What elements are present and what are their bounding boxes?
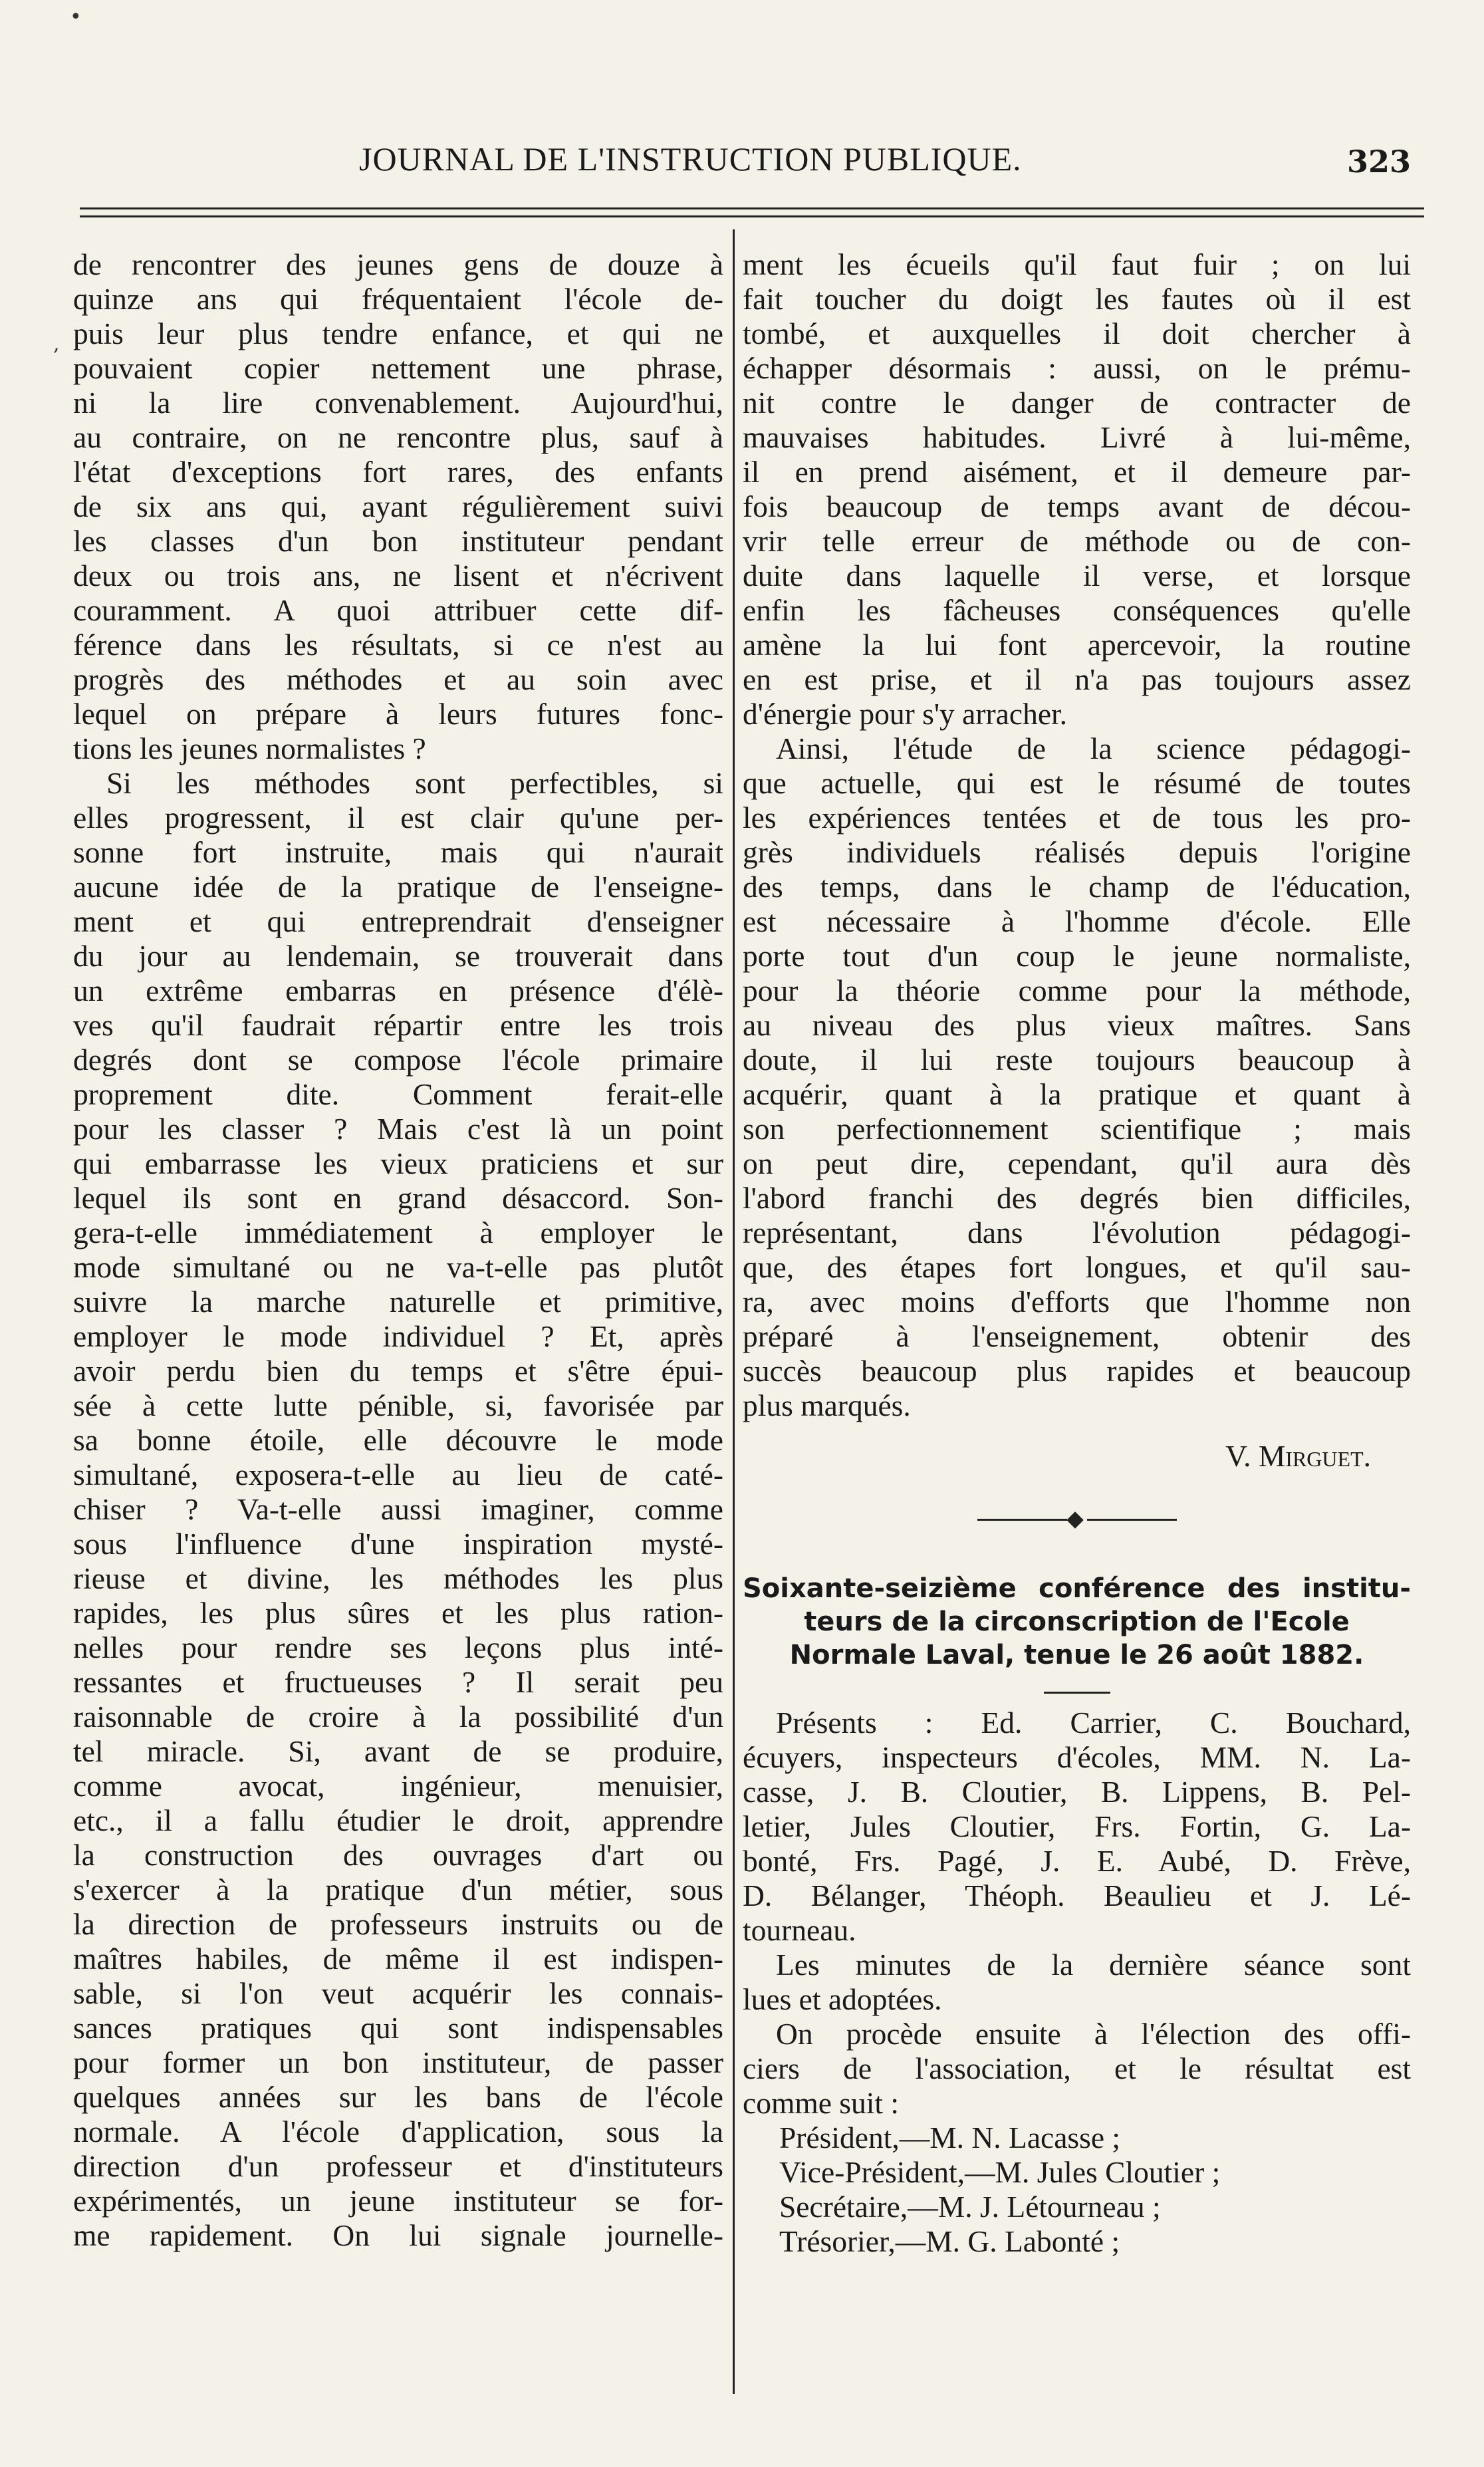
text-line: férence dans les résultats, si ce n'est au bbox=[73, 628, 723, 662]
text-line: mode simultané ou ne va-t-elle pas plutôt bbox=[73, 1250, 723, 1284]
text-line: doute, il lui reste toujours beaucoup à bbox=[743, 1043, 1411, 1077]
text-line: sous l'influence d'une inspiration mysté- bbox=[73, 1527, 723, 1561]
text-line: en est prise, et il n'a pas toujours assez bbox=[743, 662, 1411, 696]
text-line: ment les écueils qu'il faut fuir ; on lui bbox=[743, 247, 1411, 281]
text-line: des temps, dans le champ de l'éducation, bbox=[743, 870, 1411, 904]
text-line: du jour au lendemain, se trouverait dans bbox=[73, 939, 723, 973]
text-line: bonté, Frs. Pagé, J. E. Aubé, D. Frève, bbox=[743, 1844, 1411, 1878]
text-line: tel miracle. Si, avant de se produire, bbox=[73, 1734, 723, 1768]
text-line: ressantes et fructueuses ? Il serait peu bbox=[73, 1665, 723, 1699]
section-ornament bbox=[977, 1507, 1177, 1533]
text-line: que, des étapes fort longues, et qu'il sau- bbox=[743, 1250, 1411, 1284]
text-line: rapides, les plus sûres et les plus ration- bbox=[73, 1596, 723, 1630]
text-line: s'exercer à la pratique d'un métier, sous bbox=[73, 1873, 723, 1906]
text-line: avoir perdu bien du temps et s'être épui- bbox=[73, 1354, 723, 1388]
text-line: Les minutes de la dernière séance sont bbox=[776, 1948, 1411, 1982]
text-line: aucune idée de la pratique de l'enseigne- bbox=[73, 870, 723, 904]
officer-line: Vice-Président,—M. Jules Cloutier ; bbox=[779, 2155, 1221, 2189]
text-line: ra, avec moins d'efforts que l'homme non bbox=[743, 1285, 1411, 1319]
text-line: au niveau des plus vieux maîtres. Sans bbox=[743, 1008, 1411, 1042]
text-line: ni la lire convenablement. Aujourd'hui, bbox=[73, 386, 723, 420]
column-divider bbox=[733, 229, 735, 2394]
short-rule bbox=[1044, 1692, 1110, 1694]
text-line: la direction de professeurs instruits ou de bbox=[73, 1907, 723, 1941]
text-line: est nécessaire à l'homme d'école. Elle bbox=[743, 904, 1411, 938]
text-line: progrès des méthodes et au soin avec bbox=[73, 662, 723, 696]
print-speck: • bbox=[70, 5, 82, 29]
text-line: chiser ? Va-t-elle aussi imaginer, comme bbox=[73, 1492, 723, 1526]
text-line: on peut dire, cependant, qu'il aura dès bbox=[743, 1146, 1411, 1180]
text-line: lequel ils sont en grand désaccord. Son- bbox=[73, 1181, 723, 1215]
text-line: pour former un bon instituteur, de passer bbox=[73, 2045, 723, 2079]
author-signature: V. Mirguet. bbox=[1225, 1439, 1371, 1473]
officer-line: Président,—M. N. Lacasse ; bbox=[779, 2121, 1121, 2154]
text-line: letier, Jules Cloutier, Frs. Fortin, G. La- bbox=[743, 1809, 1411, 1843]
text-line: pour la théorie comme pour la méthode, bbox=[743, 974, 1411, 1007]
left-column bbox=[73, 247, 723, 2253]
text-line: enfin les fâcheuses conséquences qu'elle bbox=[743, 593, 1411, 627]
text-line: sances pratiques qui sont indispensables bbox=[73, 2011, 723, 2045]
conference-heading bbox=[743, 1572, 1411, 1672]
minutes-text bbox=[743, 1706, 1411, 2121]
heading-line: teurs de la circonscription de l'Ecole bbox=[804, 1607, 1350, 1637]
text-line: les expériences tentées et de tous les pro- bbox=[743, 801, 1411, 835]
text-line: raisonnable de croire à la possibilité d'un bbox=[73, 1700, 723, 1734]
text-line: puis leur plus tendre enfance, et qui ne bbox=[73, 317, 723, 350]
text-line: sonne fort instruite, mais qui n'aurait bbox=[73, 835, 723, 869]
text-line: Présents : Ed. Carrier, C. Bouchard, bbox=[776, 1706, 1411, 1740]
text-line: casse, J. B. Cloutier, B. Lippens, B. Pel- bbox=[743, 1775, 1411, 1809]
text-line: son perfectionnement scientifique ; mais bbox=[743, 1112, 1411, 1146]
text-line: normale. A l'école d'application, sous la bbox=[73, 2115, 723, 2148]
header-double-rule bbox=[80, 207, 1424, 217]
text-line: On procède ensuite à l'élection des offi- bbox=[776, 2017, 1411, 2051]
text-line: amène la lui font apercevoir, la routine bbox=[743, 628, 1411, 662]
text-line: sée à cette lutte pénible, si, favorisée par bbox=[73, 1388, 723, 1422]
text-line: un extrême embarras en présence d'élè- bbox=[73, 974, 723, 1007]
text-line: nelles pour rendre ses leçons plus inté- bbox=[73, 1630, 723, 1664]
text-line: d'énergie pour s'y arracher. bbox=[743, 697, 1068, 731]
running-title: JOURNAL DE L'INSTRUCTION PUBLIQUE. bbox=[359, 140, 1022, 178]
text-line: comme suit : bbox=[743, 2086, 900, 2120]
text-line: tourneau. bbox=[743, 1913, 856, 1947]
text-line: préparé à l'enseignement, obtenir des bbox=[743, 1319, 1411, 1353]
text-line: couramment. A quoi attribuer cette dif- bbox=[73, 593, 723, 627]
officer-line: Trésorier,—M. G. Labonté ; bbox=[779, 2224, 1120, 2258]
article-conclusion bbox=[743, 247, 1411, 1423]
heading-line: Normale Laval, tenue le 26 août 1882. bbox=[789, 1640, 1364, 1670]
text-line: Ainsi, l'étude de la science pédagogi- bbox=[776, 731, 1411, 765]
text-line: fait toucher du doigt les fautes où il est bbox=[743, 282, 1411, 316]
text-line: sable, si l'on veut acquérir les connais- bbox=[73, 1976, 723, 2010]
text-line: plus marqués. bbox=[743, 1388, 911, 1422]
text-line: duite dans laquelle il verse, et lorsque bbox=[743, 559, 1411, 592]
text-line: que actuelle, qui est le résumé de toutes bbox=[743, 766, 1411, 800]
text-line: etc., il a fallu étudier le droit, apprendre bbox=[73, 1803, 723, 1837]
text-line: quinze ans qui fréquentaient l'école de- bbox=[73, 282, 723, 316]
text-line: proprement dite. Comment ferait-elle bbox=[73, 1077, 723, 1111]
text-line: ciers de l'association, et le résultat est bbox=[743, 2051, 1411, 2085]
text-line: employer le mode individuel ? Et, après bbox=[73, 1319, 723, 1353]
text-line: ment et qui entreprendrait d'enseigner bbox=[73, 904, 723, 938]
heading-line: Soixante-seizième conférence des institu- bbox=[743, 1573, 1411, 1604]
text-line: l'abord franchi des degrés bien difficiles, bbox=[743, 1181, 1411, 1215]
text-line: degrés dont se compose l'école primaire bbox=[73, 1043, 723, 1077]
text-line: de six ans qui, ayant régulièrement suivi bbox=[73, 489, 723, 523]
text-line: D. Bélanger, Théoph. Beaulieu et J. Lé- bbox=[743, 1879, 1411, 1912]
text-line: représentant, dans l'évolution pédagogi- bbox=[743, 1216, 1411, 1249]
text-line: ves qu'il faudrait répartir entre les trois bbox=[73, 1008, 723, 1042]
text-line: quelques années sur les bans de l'école bbox=[73, 2080, 723, 2114]
text-line: qui embarrasse les vieux praticiens et sur bbox=[73, 1146, 723, 1180]
text-line: échapper désormais : aussi, on le prému- bbox=[743, 351, 1411, 385]
text-line: porte tout d'un coup le jeune normaliste, bbox=[743, 939, 1411, 973]
page-number: 323 bbox=[1346, 144, 1411, 180]
text-line: suivre la marche naturelle et primitive, bbox=[73, 1285, 723, 1319]
text-line: écuyers, inspecteurs d'écoles, MM. N. La- bbox=[743, 1740, 1411, 1774]
text-line: de rencontrer des jeunes gens de douze à bbox=[73, 247, 723, 281]
text-line: mauvaises habitudes. Livré à lui-même, bbox=[743, 420, 1411, 454]
text-line: au contraire, on ne rencontre plus, sauf à bbox=[73, 420, 723, 454]
text-line: tions les jeunes normalistes ? bbox=[73, 731, 426, 765]
text-line: lequel on prépare à leurs futures fonc- bbox=[73, 697, 723, 731]
text-line: grès individuels réalisés depuis l'origine bbox=[743, 835, 1411, 869]
officers-list bbox=[743, 2121, 1411, 2259]
text-line: elles progressent, il est clair qu'une per- bbox=[73, 801, 723, 835]
text-line: pouvaient copier nettement une phrase, bbox=[73, 351, 723, 385]
text-line: me rapidement. On lui signale journelle- bbox=[73, 2218, 723, 2252]
text-line: l'état d'exceptions fort rares, des enfants bbox=[73, 455, 723, 489]
right-column bbox=[743, 247, 1411, 2259]
text-line: lues et adoptées. bbox=[743, 1982, 942, 2016]
text-line: maîtres habiles, de même il est indispen- bbox=[73, 1942, 723, 1976]
text-line: rieuse et divine, les méthodes les plus bbox=[73, 1561, 723, 1595]
text-line: les classes d'un bon instituteur pendant bbox=[73, 524, 723, 558]
text-line: comme avocat, ingénieur, menuisier, bbox=[73, 1769, 723, 1803]
text-line: la construction des ouvrages d'art ou bbox=[73, 1838, 723, 1872]
text-line: fois beaucoup de temps avant de décou- bbox=[743, 489, 1411, 523]
text-line: direction d'un professeur et d'instituteurs bbox=[73, 2149, 723, 2183]
text-line: Si les méthodes sont perfectibles, si bbox=[106, 766, 723, 800]
text-line: deux ou trois ans, ne lisent et n'écrivent bbox=[73, 559, 723, 592]
text-line: succès beaucoup plus rapides et beaucoup bbox=[743, 1354, 1411, 1388]
text-line: nit contre le danger de contracter de bbox=[743, 386, 1411, 420]
text-line: acquérir, quant à la pratique et quant à bbox=[743, 1077, 1411, 1111]
page-header bbox=[73, 133, 1424, 186]
text-line: sa bonne étoile, elle découvre le mode bbox=[73, 1423, 723, 1457]
text-line: gera-t-elle immédiatement à employer le bbox=[73, 1216, 723, 1249]
text-line: expérimentés, un jeune instituteur se for- bbox=[73, 2184, 723, 2218]
officer-line: Secrétaire,—M. J. Létourneau ; bbox=[779, 2190, 1161, 2224]
text-line: simultané, exposera-t-elle au lieu de caté- bbox=[73, 1458, 723, 1492]
print-speck: , bbox=[53, 332, 60, 356]
text-line: tombé, et auxquelles il doit chercher à bbox=[743, 317, 1411, 350]
text-line: vrir telle erreur de méthode ou de con- bbox=[743, 524, 1411, 558]
text-line: pour les classer ? Mais c'est là un point bbox=[73, 1112, 723, 1146]
text-line: il en prend aisément, et il demeure par- bbox=[743, 455, 1411, 489]
